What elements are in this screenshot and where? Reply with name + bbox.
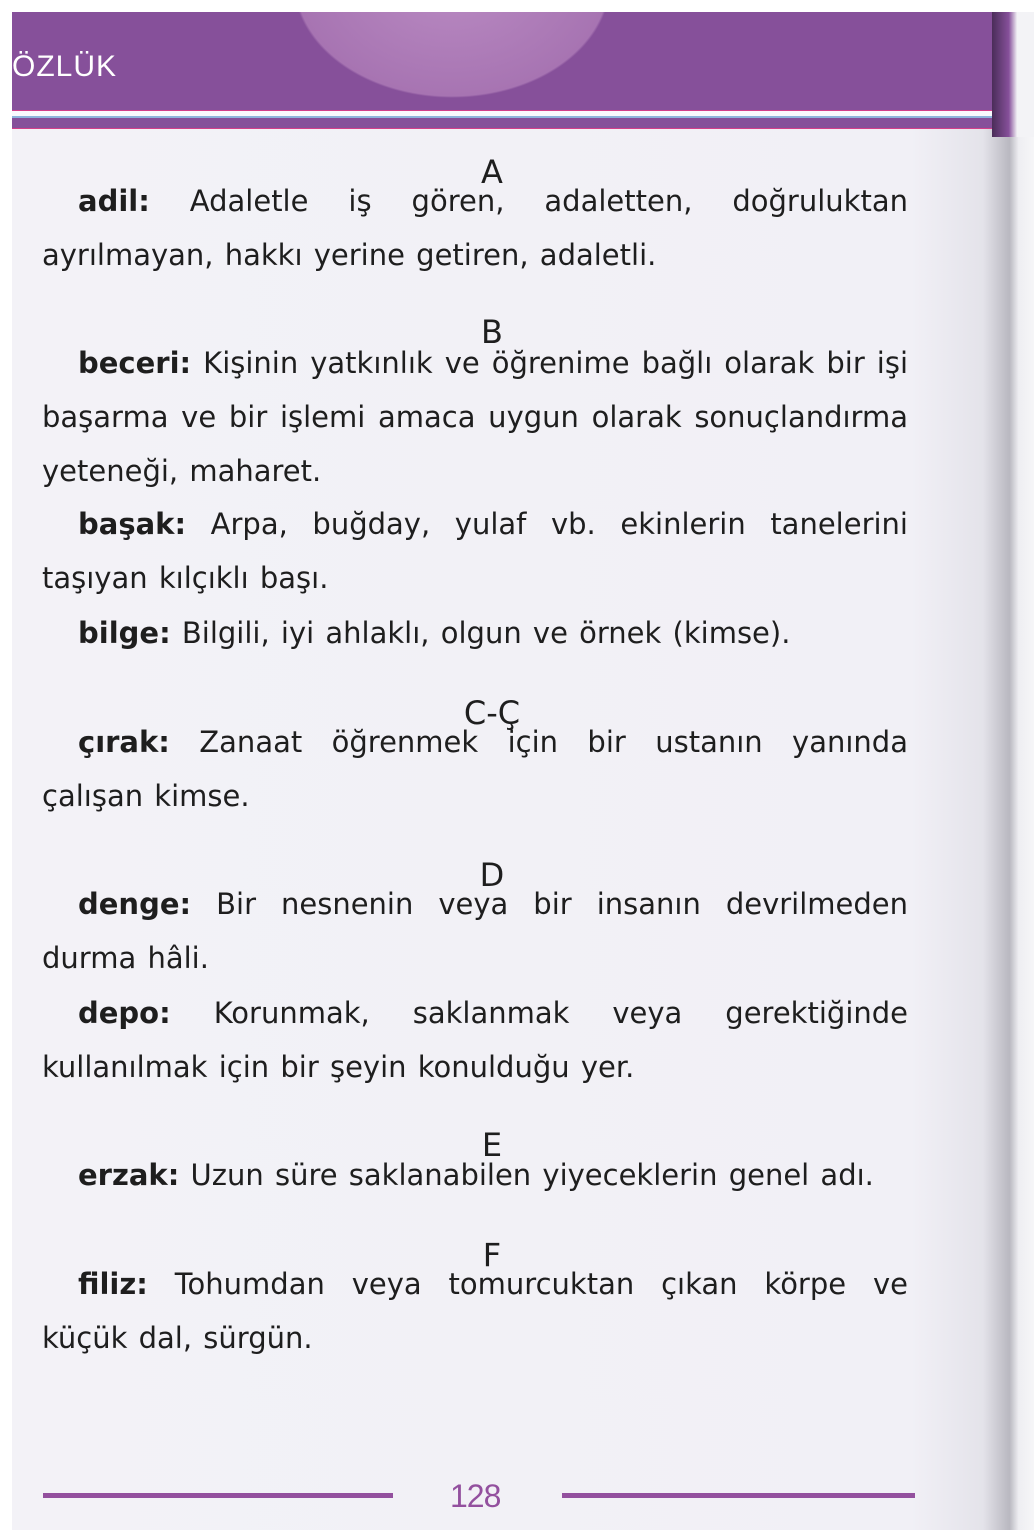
- glossary-entry: [42, 336, 908, 498]
- glossary-entry: [42, 1257, 908, 1365]
- entry-definition: Adaletle iş gören, adaletten, doğruluktan ayrılmayan, hakkı yerine getiren, adaletli.: [42, 184, 908, 272]
- entry-definition: Uzun süre saklanabilen yiyeceklerin genel adı.: [190, 1158, 874, 1192]
- entry-definition: Bilgili, iyi ahlaklı, olgun ve örnek (kimse).: [181, 616, 791, 650]
- entry-term: erzak:: [78, 1158, 180, 1192]
- entry-term: başak:: [78, 507, 187, 541]
- section-letter: C-Ç: [463, 694, 521, 732]
- page-number: 128: [450, 1478, 501, 1514]
- entry-term: çırak:: [78, 725, 170, 759]
- entry-term: bilge:: [78, 616, 171, 650]
- section-letter: A: [481, 153, 503, 191]
- entry-term: depo:: [78, 996, 171, 1030]
- entry-definition: Korunmak, saklanmak veya gerektiğinde kullanılmak için bir şeyin konulduğu yer.: [42, 996, 909, 1084]
- glossary-entry: [42, 715, 908, 823]
- glossary-entry: [42, 877, 908, 985]
- glossary-entry: [42, 1148, 908, 1202]
- entry-definition: Tohumdan veya tomurcuktan çıkan körpe ve küçük dal, sürgün.: [42, 1267, 908, 1355]
- entry-definition: Zanaat öğrenmek için bir ustanın yanında çalışan kimse.: [42, 725, 908, 813]
- section-letter: E: [481, 1126, 503, 1164]
- glossary-entry: [42, 174, 908, 282]
- section-letter: D: [479, 856, 505, 894]
- glossary-entry: [42, 497, 908, 605]
- entry-term: denge:: [78, 887, 192, 921]
- book-binding: [992, 12, 1034, 137]
- entry-term: filiz:: [78, 1267, 148, 1301]
- page-header: [12, 12, 992, 110]
- glossary-entry: [42, 606, 908, 660]
- entry-definition: Arpa, buğday, yulaf vb. ekinlerin tanelerini taşıyan kılçıklı başı.: [42, 507, 908, 595]
- header-stripe: [12, 118, 997, 129]
- entry-definition: Bir nesnenin veya bir insanın devrilmeden durma hâli.: [42, 887, 909, 975]
- footer-rule-left: [43, 1493, 393, 1498]
- entry-term: adil:: [78, 184, 150, 218]
- section-letter: F: [482, 1236, 502, 1274]
- entry-definition: Kişinin yatkınlık ve öğrenime bağlı olarak bir işi başarma ve bir işlemi amaca uygun olarak sonuçlandırma yeteneği, maharet.: [42, 346, 909, 488]
- header-title: ÖZLÜK: [12, 50, 118, 83]
- footer-rule-right: [562, 1493, 915, 1498]
- entry-term: beceri:: [78, 346, 192, 380]
- glossary-entry: [42, 986, 908, 1094]
- section-letter: B: [481, 313, 503, 351]
